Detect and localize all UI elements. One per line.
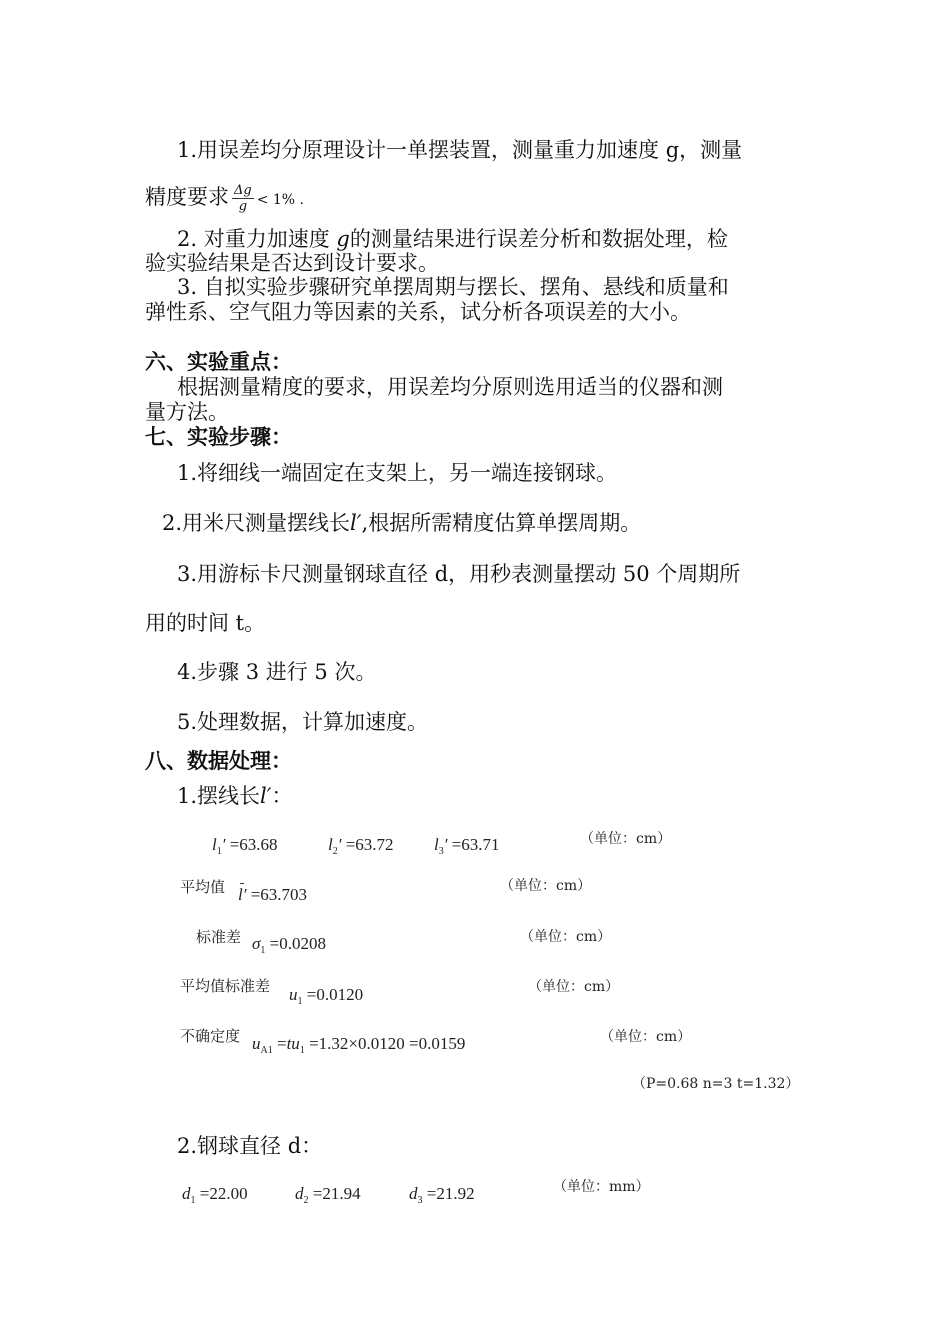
step-4: 4.步骤 3 进行 5 次。 <box>177 660 377 684</box>
length-l3: $l_3' =63.71$ <box>434 835 500 857</box>
diameter-d1: $d_1 =22.00$ <box>182 1184 248 1206</box>
unit-label-mm: （单位：mm） <box>553 1179 650 1195</box>
section-6-heading: 六、实验重点： <box>145 350 292 374</box>
delta-g-over-g-fraction: $\frac{\Delta g}{g}$ <box>234 183 252 214</box>
section-8-heading: 八、数据处理： <box>145 749 292 773</box>
section-6-line-1: 根据测量精度的要求，用误差均分原则选用适当的仪器和测 <box>177 375 723 399</box>
step-3-line-2: 用的时间 t。 <box>145 611 266 635</box>
unit-label: （单位：cm） <box>520 929 612 945</box>
data-sub-2-title: 2.钢球直径 d： <box>177 1134 323 1158</box>
mean-std-label: 平均值标准差 <box>180 977 271 995</box>
section-7-heading: 七、实验步骤： <box>145 425 292 449</box>
section-6-line-2: 量方法。 <box>145 400 229 424</box>
length-l1: $l_1' =63.68$ <box>212 835 278 857</box>
step-2: 2.用米尺测量摆线长l′,根据所需精度估算单摆周期。 <box>162 511 642 535</box>
unit-label: （单位：cm） <box>500 878 592 894</box>
item-1-line-1: 1.用误差均分原理设计一单摆装置，测量重力加速度 g，测量 <box>177 138 743 162</box>
diameter-d2: $d_2 =21.94$ <box>295 1184 361 1206</box>
step-3-line-1: 3.用游标卡尺测量钢球直径 d，用秒表测量摆动 50 个周期所 <box>177 562 741 586</box>
step-1: 1.将细线一端固定在支架上，另一端连接钢球。 <box>177 461 618 485</box>
std-label: 标准差 <box>196 928 242 946</box>
item-3-line-2: 弹性系、空气阻力等因素的关系，试分析各项误差的大小。 <box>145 300 691 324</box>
item-2-line-2: 验实验结果是否达到设计要求。 <box>145 251 439 275</box>
unit-label: （单位：cm） <box>580 831 672 847</box>
unit-label: （单位：cm） <box>600 1029 692 1045</box>
std-value: $\sigma_1 =0.0208$ <box>252 934 326 956</box>
step-5: 5.处理数据，计算加速度。 <box>177 710 429 734</box>
data-sub-1-title: 1.摆线长l′： <box>177 784 293 808</box>
length-l2: $l_2' =63.72$ <box>328 835 394 857</box>
uncertainty-value: $u_{A1} =tu_1 =1.32\times 0.0120 =0.0159$ <box>252 1034 466 1056</box>
statistics-params: （P=0.68 n=3 t=1.32） <box>632 1076 800 1092</box>
mean-std-value: $u_1 =0.0120$ <box>289 985 364 1007</box>
diameter-d3: $d_3 =21.92$ <box>409 1184 475 1206</box>
mean-label: 平均值 <box>180 878 226 896</box>
uncertainty-label: 不确定度 <box>180 1027 241 1045</box>
item-2-line-1: 2. 对重力加速度 g的测量结果进行误差分析和数据处理，检 <box>177 227 728 251</box>
item-3-line-1: 3. 自拟实验步骤研究单摆周期与摆长、摆角、悬线和质量和 <box>177 275 729 299</box>
unit-label: （单位：cm） <box>528 979 620 995</box>
mean-value: l′ =63.703 <box>238 885 308 904</box>
item-1-line-2: 精度要求 $\frac{\Delta g}{g}$ < 1% . <box>145 183 305 214</box>
